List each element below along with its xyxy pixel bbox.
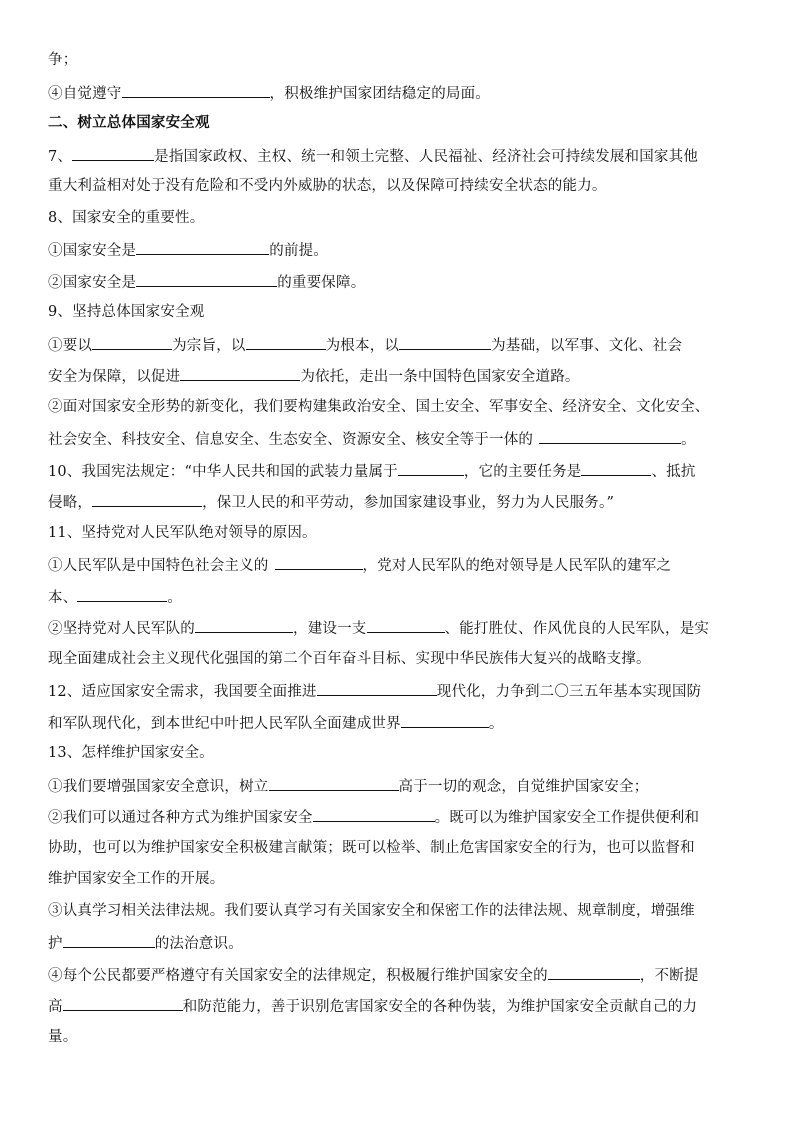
heading-text: 二、树立总体国家安全观 <box>48 114 210 131</box>
text-line <box>48 743 748 775</box>
fill-blank[interactable] <box>246 334 326 350</box>
fill-blank[interactable] <box>275 554 363 570</box>
text-line <box>48 964 748 996</box>
line-text: 、能打胜仗、作风优良的人民军队，是实 <box>444 621 710 637</box>
fill-blank[interactable] <box>92 334 172 350</box>
text-line <box>48 50 748 82</box>
fill-blank[interactable] <box>136 271 277 287</box>
line-text: 维护国家安全工作的开展。 <box>48 871 225 887</box>
line-text: ①要以 <box>48 337 93 354</box>
line-text: 是指国家政权、主权、统一和领土完整、人民福祉、经济社会可持续发展和国家其他 <box>154 148 699 165</box>
question-title: 8、国家安全的重要性。 <box>48 209 205 226</box>
text-line <box>48 208 748 240</box>
fill-blank[interactable] <box>367 617 445 633</box>
line-text: ②国家安全是 <box>48 274 137 291</box>
line-text: ③认真学习相关法律法规。我们要认真学习有关国家安全和保密工作的法律法规、规章制度，增强维 <box>48 902 695 919</box>
fill-blank[interactable] <box>401 712 489 728</box>
line-text: ①国家安全是 <box>48 243 137 259</box>
line-text: ，建设一支 <box>293 621 367 637</box>
fill-blank[interactable] <box>548 964 640 980</box>
worksheet-page <box>48 50 748 1058</box>
line-text: ④自觉遵守 <box>48 85 122 102</box>
question-title: 9、坚持总体国家安全观 <box>48 304 205 320</box>
text-line <box>48 491 748 523</box>
question-title: 11、坚持党对人民军队绝对领导的原因。 <box>48 524 317 541</box>
fill-blank[interactable] <box>399 334 491 350</box>
line-text: ②面对国家安全形势的新变化，我们要构建集政治安全、国土安全、军事安全、经济安全、文化安全、 <box>48 398 710 415</box>
fill-blank[interactable] <box>63 932 155 948</box>
line-text: ，保卫人民的和平劳动，参加国家建设事业，努力为人民服务。” <box>202 495 615 511</box>
line-text: ，不断提 <box>639 967 699 984</box>
fill-blank[interactable] <box>180 365 300 381</box>
fill-blank[interactable] <box>195 617 293 633</box>
fill-blank[interactable] <box>136 239 269 255</box>
text-line <box>48 680 748 712</box>
line-text: 社会安全、科技安全、信息安全、生态安全、资源安全、核安全等于一体的 <box>48 432 534 448</box>
line-text: ②坚持党对人民军队的 <box>48 621 195 637</box>
text-line <box>48 586 748 618</box>
text-line <box>48 523 748 555</box>
text-line <box>48 869 748 901</box>
line-text: 护 <box>48 936 63 952</box>
line-text: 和军队现代化，到本世纪中叶把人民军队全面建成世界 <box>48 715 401 732</box>
line-text: 为基础，以军事、文化、社会 <box>491 337 683 354</box>
text-line <box>48 649 748 681</box>
text-line <box>48 995 748 1027</box>
section-heading <box>48 113 748 145</box>
text-line <box>48 838 748 870</box>
line-text: ④每个公民都要严格遵守有关国家安全的法律规定，积极履行维护国家安全的 <box>48 967 548 984</box>
text-line <box>48 554 748 586</box>
text-line <box>48 397 748 429</box>
line-text: ，积极维护国家团结稳定的局面。 <box>269 85 490 102</box>
line-text: 重大利益相对处于没有危险和不受内外威胁的状态，以及保障可持续安全状态的能力。 <box>48 178 607 194</box>
text-line <box>48 176 748 208</box>
text-line <box>48 239 748 271</box>
text-line <box>48 82 748 114</box>
line-text: 。既可以为维护国家安全工作提供便利和 <box>434 810 700 826</box>
line-text: ，党对人民军队的绝对领导是人民军队的建军之 <box>362 558 672 574</box>
line-text: 。 <box>488 715 504 732</box>
line-text: 高 <box>48 999 63 1015</box>
fill-blank[interactable] <box>92 491 202 507</box>
fill-blank[interactable] <box>63 995 183 1011</box>
fill-blank[interactable] <box>313 806 435 822</box>
line-text: 为根本，以 <box>325 337 400 354</box>
line-text: 。 <box>167 589 183 606</box>
fill-blank[interactable] <box>581 460 651 476</box>
line-text: 现代化，力争到二〇三五年基本实现国防 <box>436 684 702 700</box>
line-text: ，它的主要任务是 <box>463 463 582 480</box>
line-text: 高于一切的观念，自觉维护国家安全； <box>398 778 649 795</box>
text-line <box>48 712 748 744</box>
line-text: ①人民军队是中国特色社会主义的 <box>48 558 269 574</box>
fill-blank[interactable] <box>122 82 270 98</box>
line-text: 、抵抗 <box>651 463 696 480</box>
line-text: 争； <box>48 52 78 68</box>
text-line <box>48 806 748 838</box>
line-text: 的前提。 <box>269 243 329 259</box>
line-text: 的重要保障。 <box>277 274 366 291</box>
fill-blank[interactable] <box>317 680 437 696</box>
question-number: 7、 <box>48 148 73 165</box>
fill-blank[interactable] <box>77 586 167 602</box>
line-text: 和防范能力，善于识别危害国家安全的各种伪装，为维护国家安全贡献自己的力 <box>182 999 698 1015</box>
fill-blank[interactable] <box>398 460 464 476</box>
fill-blank[interactable] <box>72 145 154 161</box>
line-text: 为宗旨，以 <box>172 337 246 354</box>
text-line <box>48 775 748 807</box>
line-text: ①我们要增强国家安全意识，树立 <box>48 778 269 795</box>
fill-blank[interactable] <box>539 428 681 444</box>
line-text: 侵略， <box>48 495 93 511</box>
question-title: 13、怎样维护国家安全。 <box>48 745 214 761</box>
text-line <box>48 460 748 492</box>
line-text: 协助，也可以为维护国家安全积极建言献策；既可以检举、制止危害国家安全的行为，也可以监督和 <box>48 839 695 856</box>
text-line <box>48 932 748 964</box>
line-text: 12、适应国家安全需求，我国要全面推进 <box>48 684 317 700</box>
line-text: 量。 <box>48 1028 78 1045</box>
line-text: 的法治意识。 <box>154 936 243 952</box>
text-line <box>48 145 748 177</box>
line-text: 。 <box>681 432 696 448</box>
line-text: 安全为保障，以促进 <box>48 369 181 385</box>
line-text: 本、 <box>48 589 78 606</box>
text-line <box>48 365 748 397</box>
text-line <box>48 901 748 933</box>
text-line <box>48 428 748 460</box>
text-line <box>48 617 748 649</box>
line-text: 10、我国宪法规定：“中华人民共和国的武装力量属于 <box>48 463 398 480</box>
text-line <box>48 302 748 334</box>
text-line <box>48 271 748 303</box>
fill-blank[interactable] <box>269 775 399 791</box>
text-line <box>48 1027 748 1059</box>
line-text: 为依托，走出一条中国特色国家安全道路。 <box>300 369 580 385</box>
text-line <box>48 334 748 366</box>
line-text: 现全面建成社会主义现代化强国的第二个百年奋斗目标、实现中华民族伟大复兴的战略支撑。 <box>48 650 651 667</box>
line-text: ②我们可以通过各种方式为维护国家安全 <box>48 810 313 826</box>
